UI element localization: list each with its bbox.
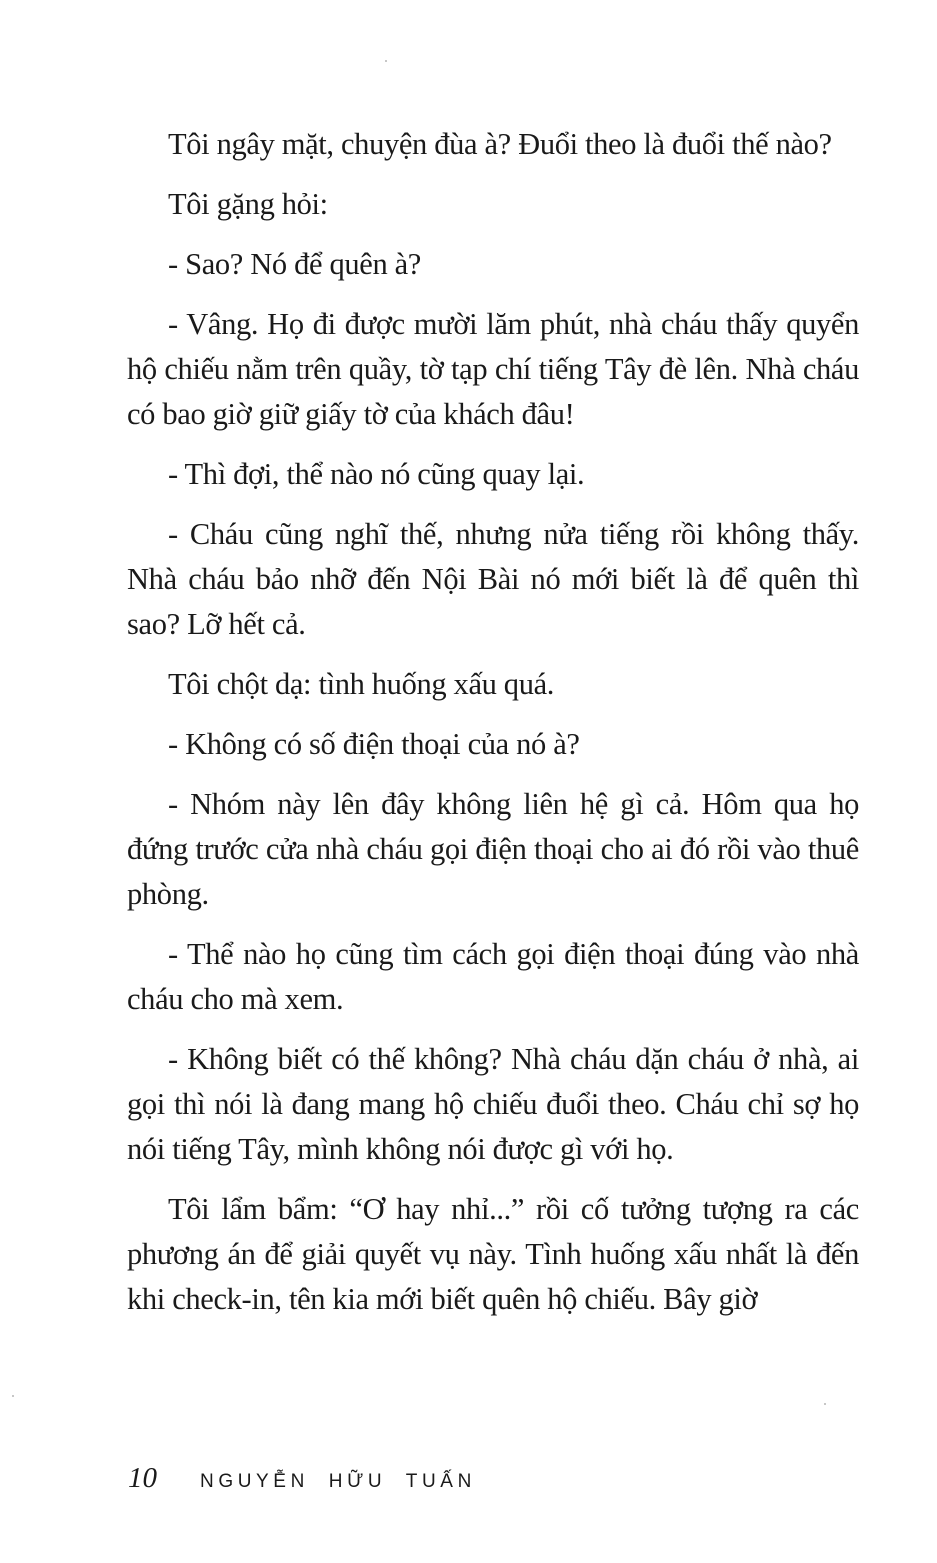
paragraph-4: - Vâng. Họ đi được mười lăm phút, nhà cháu thấy quyển hộ chiếu nằm trên quầy, tờ tạp chí tiếng Tây đè lên. Nhà cháu có bao giờ giữ giấy tờ của khách đâu!	[127, 307, 859, 431]
paragraph-6: - Cháu cũng nghĩ thế, nhưng nửa tiếng rồi không thấy. Nhà cháu bảo nhỡ đến Nội Bài nó mới biết là để quên thì sao? Lỡ hết cả.	[127, 517, 859, 641]
running-footer-author: NGUYỄN HỮU TUẤN	[200, 1471, 476, 1492]
paragraph-1: Tôi ngây mặt, chuyện đùa à? Đuổi theo là đuổi thế nào?	[168, 127, 832, 161]
page-footer	[128, 1462, 476, 1502]
scan-speck	[385, 60, 387, 62]
paragraph-8: - Không có số điện thoại của nó à?	[168, 727, 580, 761]
paragraph-9: - Nhóm này lên đây không liên hệ gì cả. Hôm qua họ đứng trước cửa nhà cháu gọi điện thoại cho ai đó rồi vào thuê phòng.	[127, 787, 859, 911]
paragraph-5: - Thì đợi, thể nào nó cũng quay lại.	[168, 457, 585, 491]
paragraph-12: Tôi lẩm bẩm: “Ơ hay nhỉ...” rồi cố tưởng tượng ra các phương án để giải quyết vụ này. Tình huống xấu nhất là đến khi check-in, tên kia mới biết quên hộ chiếu. Bây giờ	[127, 1192, 859, 1316]
paragraph-3: - Sao? Nó để quên à?	[168, 247, 421, 281]
scan-speck	[824, 1403, 826, 1405]
page-body-text	[127, 122, 859, 1337]
paragraph-7: Tôi chột dạ: tình huống xấu quá.	[168, 667, 555, 701]
paragraph-2: Tôi gặng hỏi:	[168, 187, 328, 221]
paragraph-11: - Không biết có thế không? Nhà cháu dặn cháu ở nhà, ai gọi thì nói là đang mang hộ chiếu đuổi theo. Cháu chỉ sợ họ nói tiếng Tây, mình không nói được gì với họ.	[127, 1042, 859, 1166]
page-number: 10	[128, 1462, 157, 1494]
paragraph-10: - Thể nào họ cũng tìm cách gọi điện thoại đúng vào nhà cháu cho mà xem.	[127, 937, 859, 1016]
scan-speck	[12, 1395, 14, 1397]
